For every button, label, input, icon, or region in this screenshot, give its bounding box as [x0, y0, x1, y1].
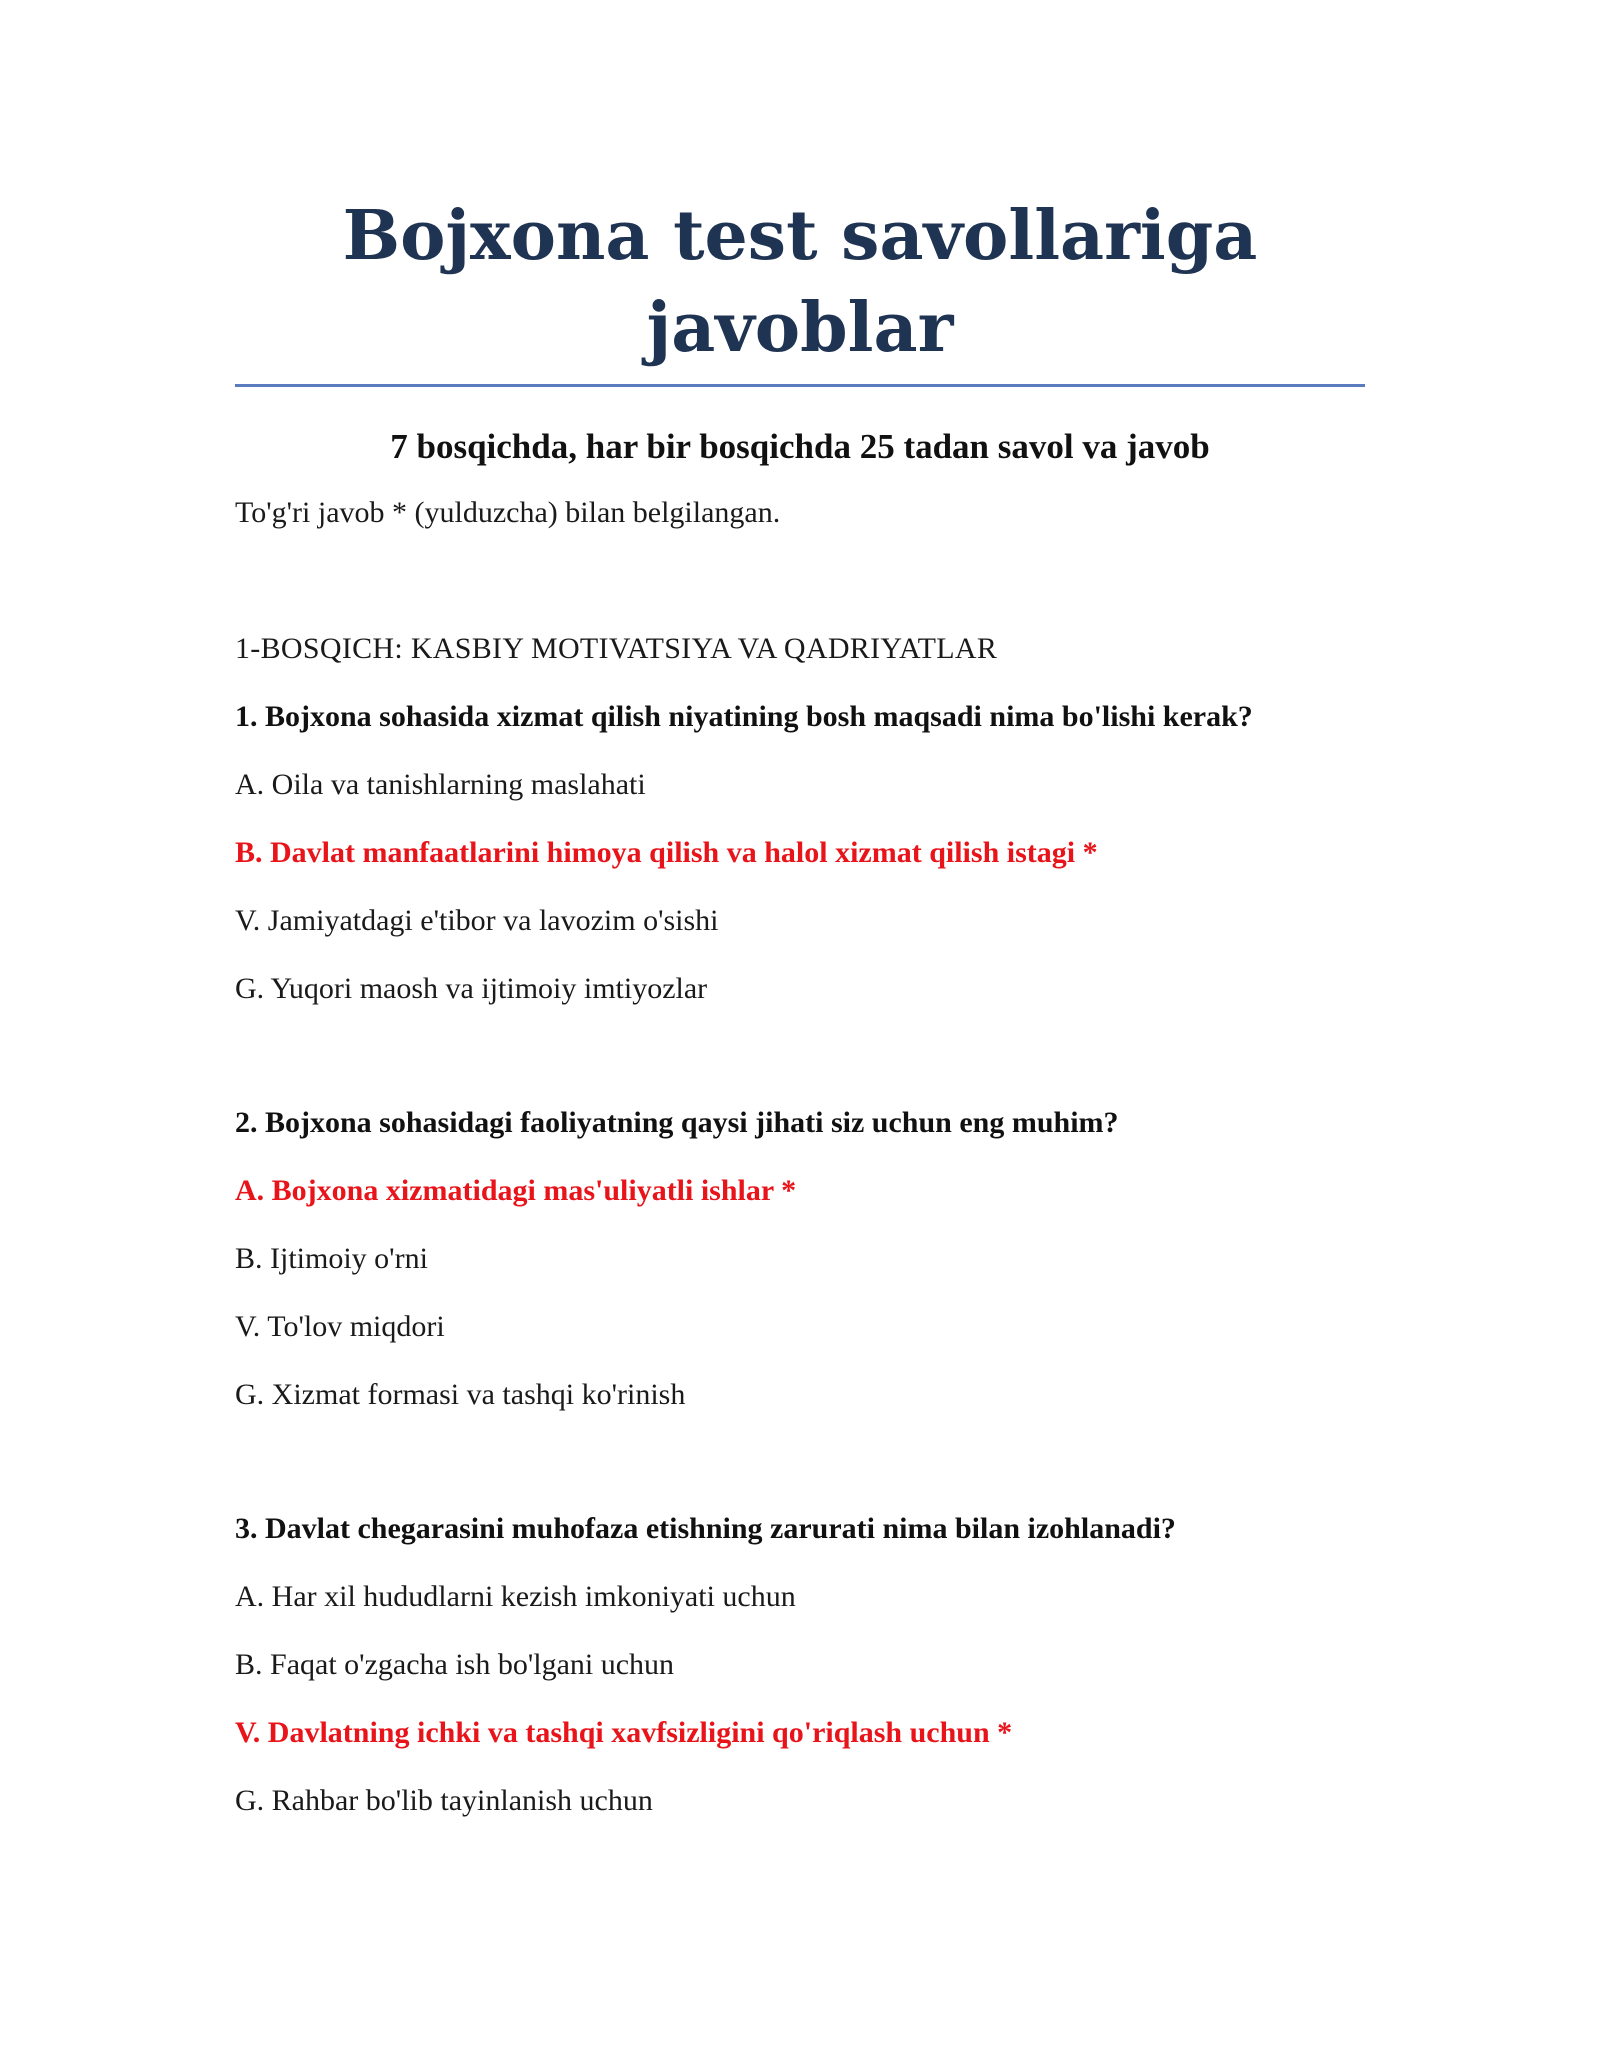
answer-option: A. Oila va tanishlarning maslahati — [235, 768, 646, 801]
answer-option: B. Ijtimoiy o'rni — [235, 1242, 428, 1275]
question-block-3 — [235, 1509, 1365, 1821]
question-text: 3. Davlat chegarasini muhofaza etishning zarurati nima bilan izohlanadi? — [235, 1512, 1176, 1545]
correct-answer-option: V. Davlatning ichki va tashqi xavfsizligini qo'riqlash uchun * — [235, 1716, 1013, 1749]
question-text: 2. Bojxona sohasidagi faoliyatning qaysi jihati siz uchun eng muhim? — [235, 1106, 1119, 1139]
question-text: 1. Bojxona sohasida xizmat qilish niyatining bosh maqsadi nima bo'lishi kerak? — [235, 700, 1253, 733]
document-page — [235, 190, 1365, 1821]
section-title: 1-BOSQICH: KASBIY MOTIVATSIYA VA QADRIYATLAR — [235, 632, 998, 665]
answer-key-note: To'g'ri javob * (yulduzcha) bilan belgilangan. — [235, 496, 781, 529]
correct-answer-option: B. Davlat manfaatlarini himoya qilish va halol xizmat qilish istagi * — [235, 836, 1098, 869]
answer-option: V. Jamiyatdagi e'tibor va lavozim o'sishi — [235, 904, 719, 937]
document-title: Bojxona test savollariga javoblar — [235, 190, 1365, 387]
question-block-1 — [235, 697, 1365, 1009]
answer-option: A. Har xil hududlarni kezish imkoniyati uchun — [235, 1580, 796, 1613]
answer-option: G. Rahbar bo'lib tayinlanish uchun — [235, 1784, 653, 1817]
document-subtitle: 7 bosqichda, har bir bosqichda 25 tadan savol va javob — [390, 427, 1210, 466]
answer-option: G. Yuqori maosh va ijtimoiy imtiyozlar — [235, 972, 708, 1005]
answer-option: G. Xizmat formasi va tashqi ko'rinish — [235, 1378, 686, 1411]
answer-option: B. Faqat o'zgacha ish bo'lgani uchun — [235, 1648, 675, 1681]
question-block-2 — [235, 1103, 1365, 1415]
answer-option: V. To'lov miqdori — [235, 1310, 445, 1343]
correct-answer-option: A. Bojxona xizmatidagi mas'uliyatli ishlar * — [235, 1174, 797, 1207]
